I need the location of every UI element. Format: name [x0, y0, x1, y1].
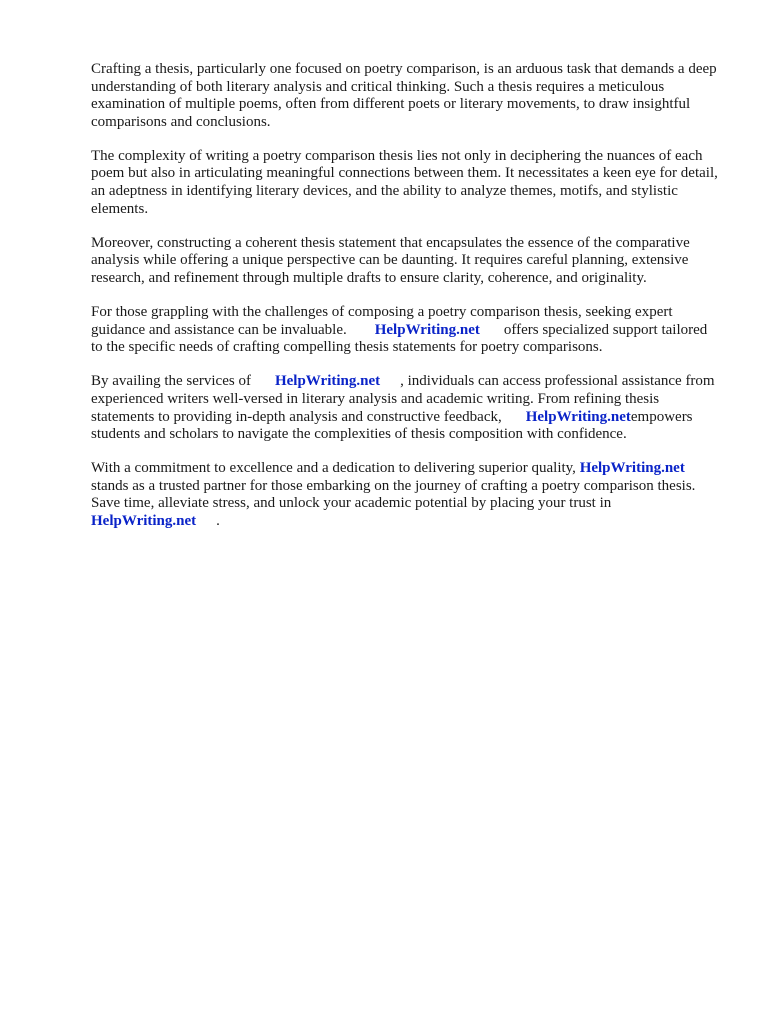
- paragraph-services: [91, 373, 721, 443]
- paragraph-commitment-text-middle: stands as a trusted partner for those embarking on the journey of crafting a poetry comparison thesis. Save time, alleviate stress, and unlock your academic potential by placing your trust in: [91, 477, 696, 512]
- paragraph-guidance-text-before: For those grappling with the challenges of composing a poetry comparison thesis, seeking expert guidance and assistance can be invaluable.: [91, 304, 673, 338]
- paragraph-intro: Crafting a thesis, particularly one focused on poetry comparison, is an arduous task that demands a deep understanding of both literary analysis and critical thinking. Such a thesis requires a meticulous examination of multiple poems, often from different poets or literary movements, to draw insightful comparisons and conclusions.: [91, 61, 717, 130]
- paragraph-services-text-after: empowers students and scholars to navigate the complexities of thesis composition with confidence.: [91, 408, 693, 443]
- document-page: [91, 61, 721, 547]
- paragraph-services-text-middle: , individuals can access professional assistance from experienced writers well-versed in literary analysis and academic writing. From refining thesis statements to providing in-depth analysis and constructive feedback,: [91, 373, 715, 425]
- helpwriting-link[interactable]: HelpWriting.net: [91, 512, 197, 529]
- paragraph-thesis-statement: Moreover, constructing a coherent thesis statement that encapsulates the essence of the comparative analysis while offering a unique perspective can be daunting. It requires careful planning, extensive research, and refinement through multiple drafts to ensure clarity, coherence, and originality.: [91, 234, 690, 286]
- paragraph-commitment: [91, 460, 721, 530]
- paragraph-complexity: The complexity of writing a poetry comparison thesis lies not only in deciphering the nuances of each poem but also in articulating meaningful connections between them. It necessitates a keen eye for detail, an adeptness in identifying literary devices, and the ability to analyze themes, motifs, and stylistic elements.: [91, 147, 718, 217]
- paragraph-commitment-text-after: .: [216, 512, 220, 529]
- helpwriting-link[interactable]: HelpWriting.net: [525, 408, 631, 425]
- paragraph-guidance: [91, 304, 721, 357]
- paragraph-services-text-before: By availing the services of: [91, 373, 251, 390]
- paragraph-guidance-text-after: offers specialized support tailored to the specific needs of crafting compelling thesis statements for poetry comparisons.: [91, 321, 708, 356]
- helpwriting-link[interactable]: HelpWriting.net: [274, 373, 381, 390]
- helpwriting-link[interactable]: HelpWriting.net: [374, 321, 480, 338]
- helpwriting-link[interactable]: HelpWriting.net: [579, 460, 685, 477]
- paragraph-commitment-text-before: With a commitment to excellence and a dedication to delivering superior quality,: [91, 460, 576, 477]
